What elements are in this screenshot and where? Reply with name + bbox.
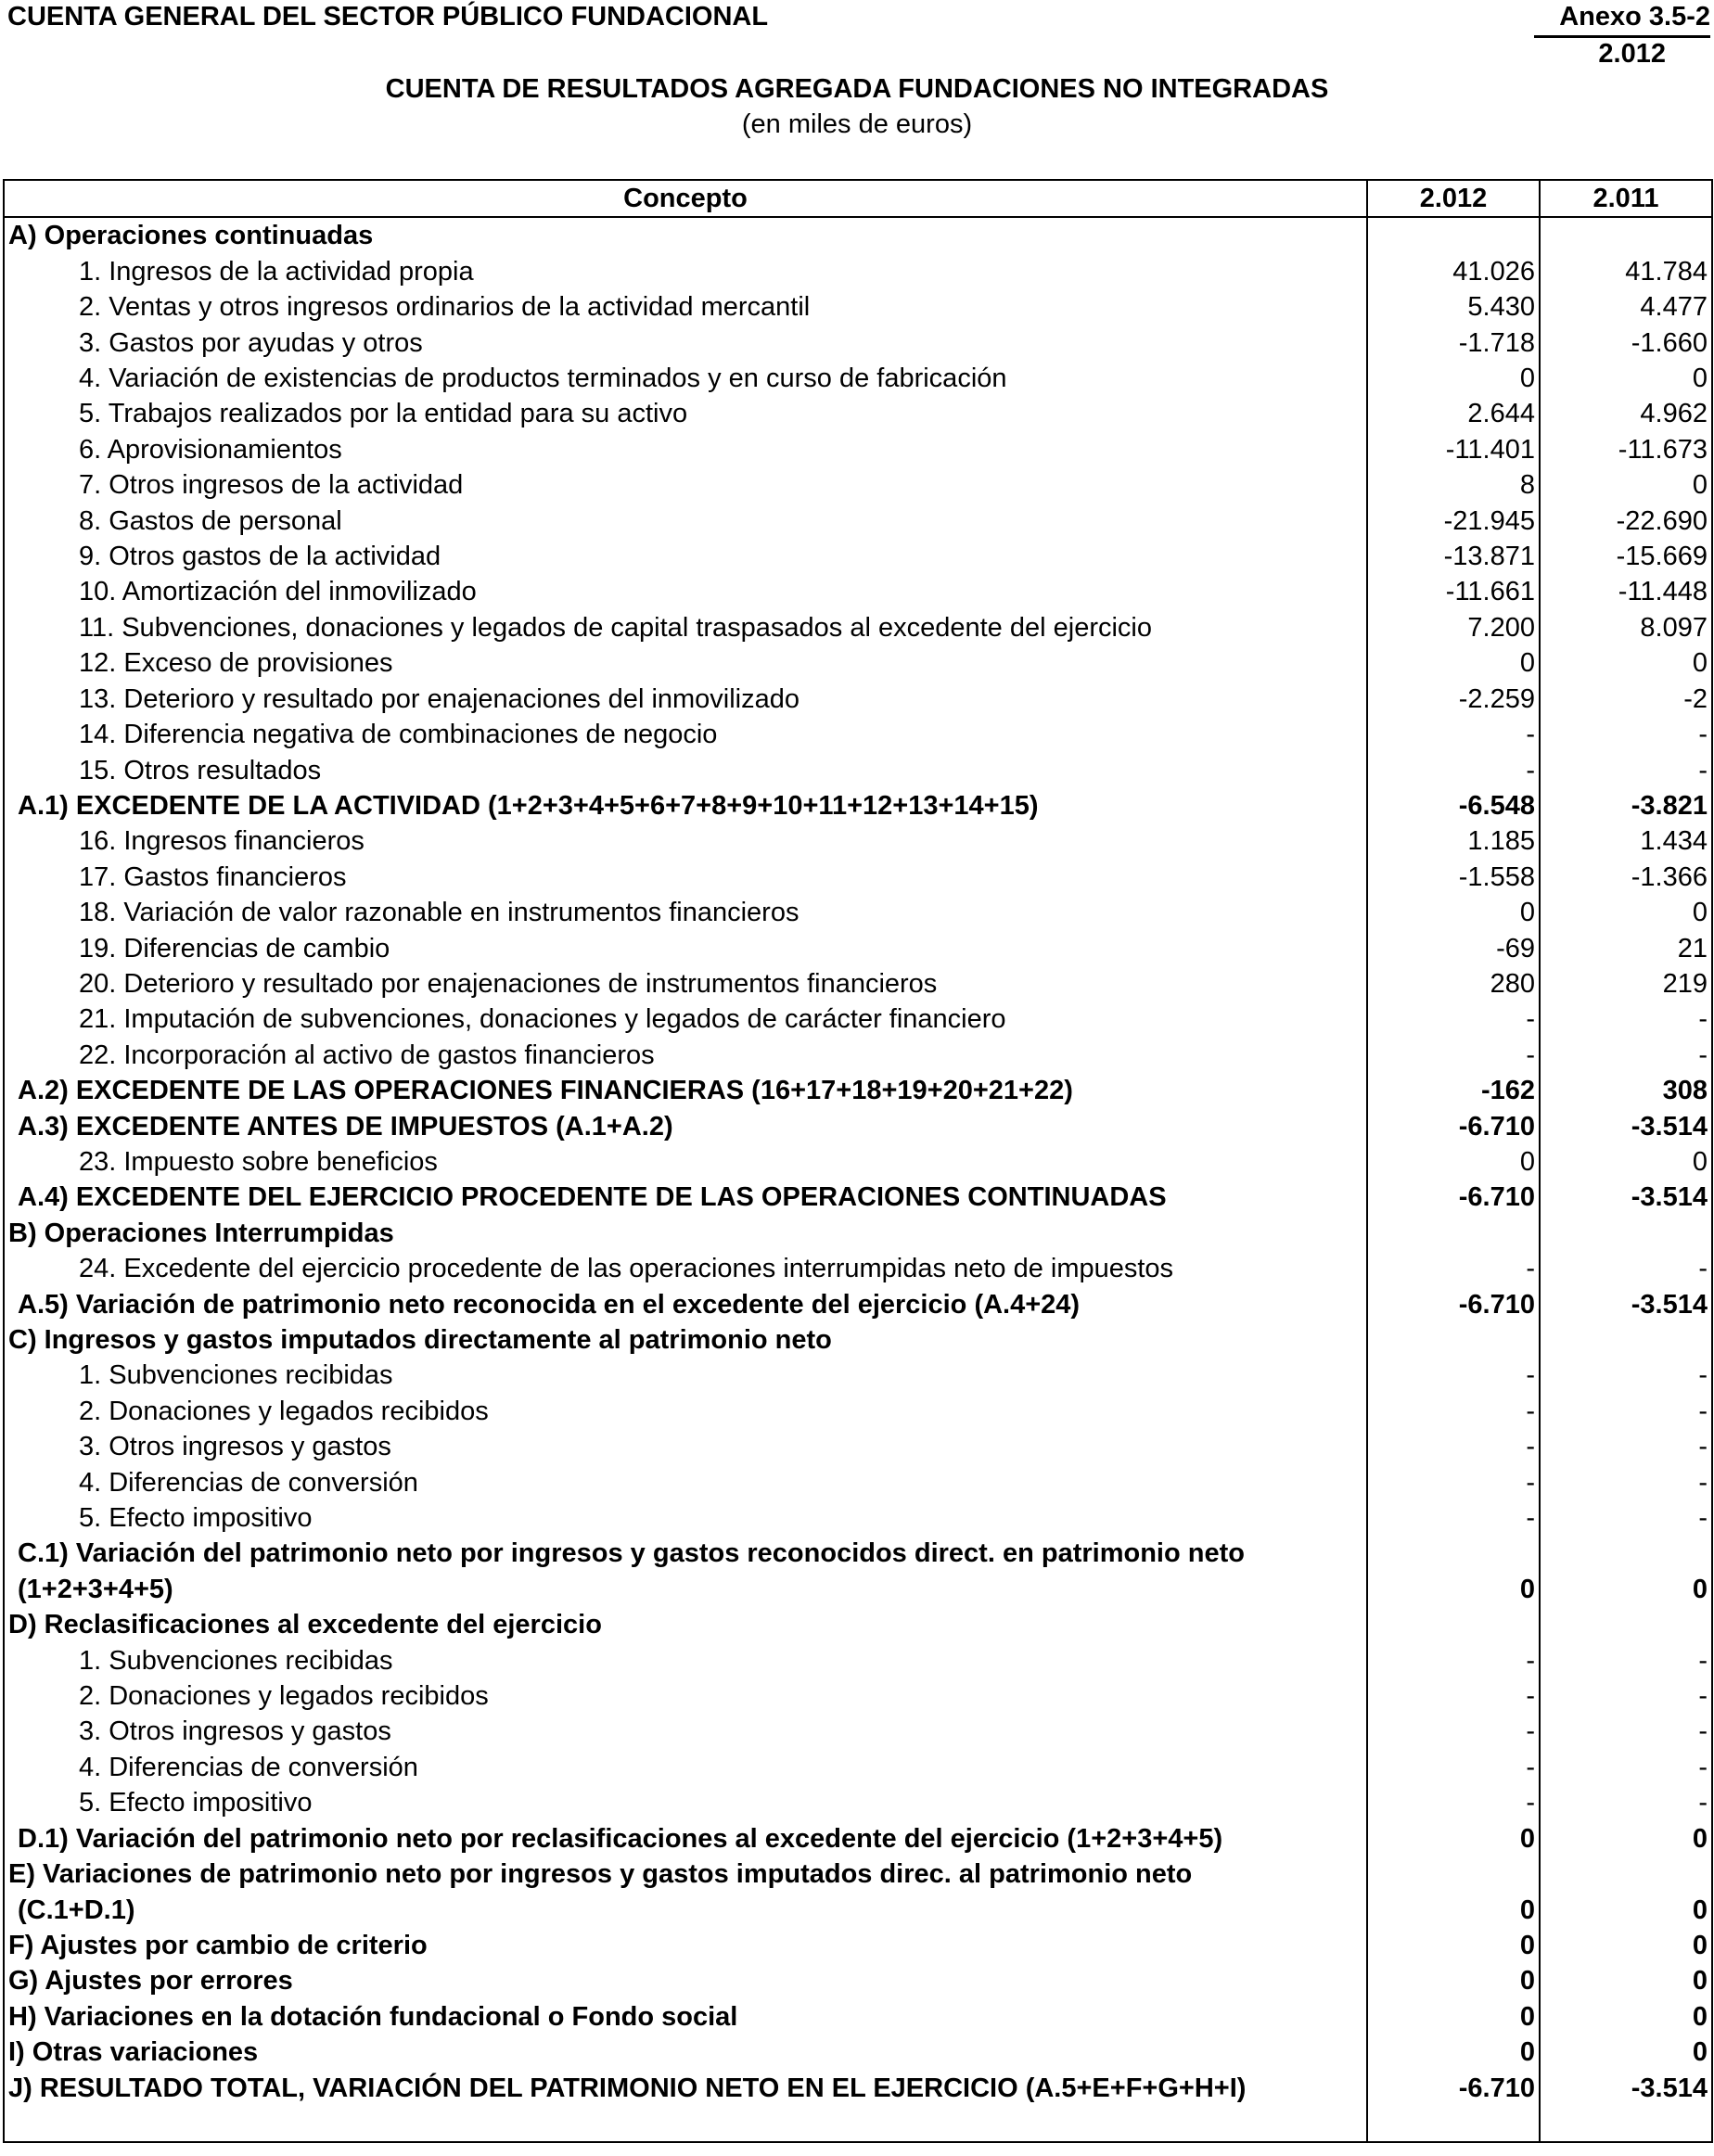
row-concept: 20. Deterioro y resultado por enajenaciones de instrumentos financieros [4,966,1367,1001]
row-value-2011: -3.514 [1540,1109,1712,1144]
row-concept: 3. Otros ingresos y gastos [4,1429,1367,1464]
table-row [4,895,1712,930]
row-concept: C) Ingresos y gastos imputados directamente al patrimonio neto [4,1322,1367,1358]
table-row [4,1500,1712,1536]
table-row [4,467,1712,503]
row-concept: B) Operaciones Interrumpidas [4,1216,1367,1251]
table-row [4,823,1712,859]
table-row [4,1607,1712,1642]
row-concept: 5. Efecto impositivo [4,1785,1367,1820]
row-value-2011: -1.660 [1540,325,1712,361]
table-row [4,432,1712,467]
row-value-2012 [1367,217,1540,253]
table-row [4,1750,1712,1785]
row-value-2011: 4.962 [1540,396,1712,431]
row-value-2011: 0 [1540,1999,1712,2035]
row-value-2012: - [1367,1394,1540,1429]
row-value-2012: 0 [1367,1144,1540,1180]
row-value-2012 [1367,1856,1540,1892]
table-row [4,1287,1712,1322]
column-header-2011: 2.011 [1540,180,1712,217]
table-row [4,753,1712,788]
row-value-2012: - [1367,1785,1540,1820]
table-row [4,860,1712,895]
row-concept: 4. Diferencias de conversión [4,1750,1367,1785]
table-row [4,931,1712,966]
row-value-2012 [1367,1216,1540,1251]
table-row [4,610,1712,645]
row-value-2011: 0 [1540,2035,1712,2070]
row-value-2012: - [1367,753,1540,788]
row-value-2011: 0 [1540,1144,1712,1180]
row-value-2012: - [1367,1251,1540,1286]
table-row [4,2106,1712,2142]
report-year: 2.012 [1598,39,1666,69]
row-value-2012: - [1367,717,1540,752]
row-value-2011: -11.448 [1540,574,1712,609]
row-concept: 14. Diferencia negativa de combinaciones de negocio [4,717,1367,752]
table-row [4,504,1712,539]
row-value-2011: 219 [1540,966,1712,1001]
row-concept: 24. Excedente del ejercicio procedente de las operaciones interrumpidas neto de impuestos [4,1251,1367,1286]
table-row [4,289,1712,325]
row-concept: A.3) EXCEDENTE ANTES DE IMPUESTOS (A.1+A.2) [4,1109,1367,1144]
table-row [4,1643,1712,1678]
row-concept: 12. Exceso de provisiones [4,645,1367,681]
row-concept: 6. Aprovisionamientos [4,432,1367,467]
table-row [4,325,1712,361]
row-concept: A.4) EXCEDENTE DEL EJERCICIO PROCEDENTE DE LAS OPERACIONES CONTINUADAS [4,1180,1367,1215]
results-table [3,179,1713,2143]
row-value-2012: - [1367,1001,1540,1037]
row-concept: I) Otras variaciones [4,2035,1367,2070]
row-concept: 1. Ingresos de la actividad propia [4,254,1367,289]
table-row [4,966,1712,1001]
table-row [4,1038,1712,1073]
row-concept: 10. Amortización del inmovilizado [4,574,1367,609]
row-value-2012 [1367,2106,1540,2142]
table-row [4,1144,1712,1180]
row-concept: F) Ajustes por cambio de criterio [4,1928,1367,1963]
row-value-2012: -2.259 [1367,682,1540,717]
row-concept: H) Variaciones en la dotación fundacional o Fondo social [4,1999,1367,2035]
row-value-2012: 0 [1367,645,1540,681]
row-value-2011: -1.366 [1540,860,1712,895]
row-concept: A.1) EXCEDENTE DE LA ACTIVIDAD (1+2+3+4+5+6+7+8+9+10+11+12+13+14+15) [4,788,1367,823]
row-concept: 7. Otros ingresos de la actividad [4,467,1367,503]
table-row [4,361,1712,396]
report-title: CUENTA DE RESULTADOS AGREGADA FUNDACIONES NO INTEGRADAS [385,74,1329,104]
row-value-2011: 0 [1540,467,1712,503]
row-value-2011: -3.821 [1540,788,1712,823]
row-value-2011: - [1540,1714,1712,1749]
table-row [4,2071,1712,2106]
row-concept: 3. Gastos por ayudas y otros [4,325,1367,361]
table-row [4,1251,1712,1286]
row-value-2011: - [1540,1785,1712,1820]
table-row [4,1394,1712,1429]
row-value-2011 [1540,1536,1712,1571]
row-value-2011: -15.669 [1540,539,1712,574]
table-row [4,1536,1712,1571]
table-row [4,1429,1712,1464]
row-value-2011: 0 [1540,361,1712,396]
row-value-2012: -69 [1367,931,1540,966]
row-concept: 5. Efecto impositivo [4,1500,1367,1536]
table-row [4,1714,1712,1749]
row-value-2011: - [1540,753,1712,788]
row-concept: G) Ajustes por errores [4,1963,1367,1998]
row-concept: 9. Otros gastos de la actividad [4,539,1367,574]
row-value-2012: -21.945 [1367,504,1540,539]
row-value-2011: 0 [1540,645,1712,681]
table-row [4,1572,1712,1607]
row-value-2011: 4.477 [1540,289,1712,325]
row-value-2012: -1.718 [1367,325,1540,361]
row-value-2012: 8 [1367,467,1540,503]
row-value-2012: 0 [1367,1999,1540,2035]
table-row [4,1963,1712,1998]
row-value-2011: -3.514 [1540,1180,1712,1215]
row-value-2011: - [1540,1394,1712,1429]
row-value-2011: -22.690 [1540,504,1712,539]
row-value-2011 [1540,1322,1712,1358]
table-row [4,1216,1712,1251]
table-row [4,1999,1712,2035]
row-concept: (1+2+3+4+5) [4,1572,1367,1607]
row-value-2012: - [1367,1678,1540,1714]
table-row [4,645,1712,681]
report-units: (en miles de euros) [741,109,973,139]
row-concept: 2. Donaciones y legados recibidos [4,1678,1367,1714]
table-row [4,574,1712,609]
table-row [4,1821,1712,1856]
table-row [4,1180,1712,1215]
annex-label: Anexo 3.5-2 [1559,2,1710,32]
row-value-2011: 0 [1540,1821,1712,1856]
row-value-2012: - [1367,1358,1540,1393]
table-row [4,1856,1712,1892]
table-row [4,254,1712,289]
annex-divider [1534,35,1710,38]
entity-title: CUENTA GENERAL DEL SECTOR PÚBLICO FUNDACIONAL [7,2,769,32]
row-concept: A.2) EXCEDENTE DE LAS OPERACIONES FINANCIERAS (16+17+18+19+20+21+22) [4,1073,1367,1108]
row-value-2012 [1367,1607,1540,1642]
row-concept: 4. Diferencias de conversión [4,1465,1367,1500]
row-value-2011 [1540,1216,1712,1251]
row-value-2011: 0 [1540,1928,1712,1963]
row-concept: 19. Diferencias de cambio [4,931,1367,966]
row-value-2012: -1.558 [1367,860,1540,895]
row-value-2011: 0 [1540,1963,1712,1998]
table-row [4,1893,1712,1928]
row-value-2011 [1540,1856,1712,1892]
row-concept: A) Operaciones continuadas [4,217,1367,253]
row-value-2012 [1367,1322,1540,1358]
row-value-2012: 0 [1367,1572,1540,1607]
row-value-2011: - [1540,1465,1712,1500]
row-value-2012: -6.710 [1367,1287,1540,1322]
table-row [4,1928,1712,1963]
row-value-2011: - [1540,717,1712,752]
row-concept: J) RESULTADO TOTAL, VARIACIÓN DEL PATRIMONIO NETO EN EL EJERCICIO (A.5+E+F+G+H+I) [4,2071,1367,2106]
row-value-2012: - [1367,1465,1540,1500]
row-concept: A.5) Variación de patrimonio neto reconocida en el excedente del ejercicio (A.4+24) [4,1287,1367,1322]
row-concept: 23. Impuesto sobre beneficios [4,1144,1367,1180]
row-concept: 1. Subvenciones recibidas [4,1358,1367,1393]
row-value-2011: -3.514 [1540,2071,1712,2106]
row-concept: 8. Gastos de personal [4,504,1367,539]
row-concept: 17. Gastos financieros [4,860,1367,895]
row-value-2012: -6.548 [1367,788,1540,823]
row-concept: 3. Otros ingresos y gastos [4,1714,1367,1749]
row-value-2011: 8.097 [1540,610,1712,645]
row-value-2011: 0 [1540,895,1712,930]
row-value-2011: 308 [1540,1073,1712,1108]
table-row [4,396,1712,431]
row-concept: D) Reclasificaciones al excedente del ejercicio [4,1607,1367,1642]
row-concept: 11. Subvenciones, donaciones y legados de capital traspasados al excedente del ejercicio [4,610,1367,645]
row-value-2012: - [1367,1429,1540,1464]
table-row [4,1785,1712,1820]
row-concept: 13. Deterioro y resultado por enajenaciones del inmovilizado [4,682,1367,717]
table-row [4,1678,1712,1714]
row-value-2012: 1.185 [1367,823,1540,859]
row-value-2011 [1540,2106,1712,2142]
table-row [4,217,1712,253]
column-header-2012: 2.012 [1367,180,1540,217]
row-value-2012: 7.200 [1367,610,1540,645]
row-value-2012: - [1367,1714,1540,1749]
row-value-2012: 0 [1367,1893,1540,1928]
row-concept: E) Variaciones de patrimonio neto por ingresos y gastos imputados direc. al patrimonio neto [4,1856,1367,1892]
row-value-2012: -13.871 [1367,539,1540,574]
row-concept: 22. Incorporación al activo de gastos financieros [4,1038,1367,1073]
row-value-2011: - [1540,1038,1712,1073]
row-value-2012: 280 [1367,966,1540,1001]
table-row [4,539,1712,574]
row-value-2011: - [1540,1750,1712,1785]
table-header-row [4,180,1712,217]
row-value-2012: -11.661 [1367,574,1540,609]
row-value-2012: 0 [1367,1963,1540,1998]
row-value-2012: 0 [1367,1821,1540,1856]
row-concept: 15. Otros resultados [4,753,1367,788]
row-value-2012: -11.401 [1367,432,1540,467]
row-value-2012: -6.710 [1367,1109,1540,1144]
row-value-2011: 0 [1540,1893,1712,1928]
row-concept: 21. Imputación de subvenciones, donaciones y legados de carácter financiero [4,1001,1367,1037]
row-value-2011: - [1540,1001,1712,1037]
row-value-2012: - [1367,1750,1540,1785]
table-row [4,1465,1712,1500]
row-value-2011: - [1540,1251,1712,1286]
table-row [4,1109,1712,1144]
table-row [4,1322,1712,1358]
row-value-2011: -2 [1540,682,1712,717]
row-value-2012: 0 [1367,1928,1540,1963]
row-value-2011: - [1540,1500,1712,1536]
row-value-2011 [1540,1607,1712,1642]
row-concept: 2. Ventas y otros ingresos ordinarios de la actividad mercantil [4,289,1367,325]
row-value-2011: - [1540,1643,1712,1678]
table-row [4,717,1712,752]
row-value-2011: -11.673 [1540,432,1712,467]
row-value-2011: 41.784 [1540,254,1712,289]
table-row [4,1073,1712,1108]
row-value-2012: - [1367,1500,1540,1536]
row-concept: 16. Ingresos financieros [4,823,1367,859]
row-value-2012: 0 [1367,361,1540,396]
row-concept [4,2106,1367,2142]
row-concept: 18. Variación de valor razonable en instrumentos financieros [4,895,1367,930]
row-value-2012: 5.430 [1367,289,1540,325]
row-value-2012: - [1367,1643,1540,1678]
row-value-2012: 0 [1367,2035,1540,2070]
row-value-2012: -162 [1367,1073,1540,1108]
row-value-2012: - [1367,1038,1540,1073]
row-value-2011: - [1540,1358,1712,1393]
table-row [4,1358,1712,1393]
table-body [4,217,1712,2142]
row-value-2012: 41.026 [1367,254,1540,289]
column-header-concept: Concepto [4,180,1367,217]
table-row [4,682,1712,717]
table-row [4,788,1712,823]
row-value-2011: 21 [1540,931,1712,966]
row-value-2011: 0 [1540,1572,1712,1607]
row-value-2011: - [1540,1678,1712,1714]
row-concept: 1. Subvenciones recibidas [4,1643,1367,1678]
row-value-2012: 2.644 [1367,396,1540,431]
row-concept: C.1) Variación del patrimonio neto por ingresos y gastos reconocidos direct. en patrimonio neto [4,1536,1367,1571]
row-value-2011: -3.514 [1540,1287,1712,1322]
row-value-2011: - [1540,1429,1712,1464]
table-row [4,1001,1712,1037]
row-concept: 5. Trabajos realizados por la entidad para su activo [4,396,1367,431]
row-concept: D.1) Variación del patrimonio neto por reclasificaciones al excedente del ejercicio (1+2+3+4+5) [4,1821,1367,1856]
row-value-2011 [1540,217,1712,253]
row-value-2012 [1367,1536,1540,1571]
row-value-2012: -6.710 [1367,1180,1540,1215]
row-concept: 4. Variación de existencias de productos terminados y en curso de fabricación [4,361,1367,396]
row-value-2011: 1.434 [1540,823,1712,859]
table-row [4,2035,1712,2070]
row-concept: (C.1+D.1) [4,1893,1367,1928]
row-value-2012: -6.710 [1367,2071,1540,2106]
row-concept: 2. Donaciones y legados recibidos [4,1394,1367,1429]
row-value-2012: 0 [1367,895,1540,930]
